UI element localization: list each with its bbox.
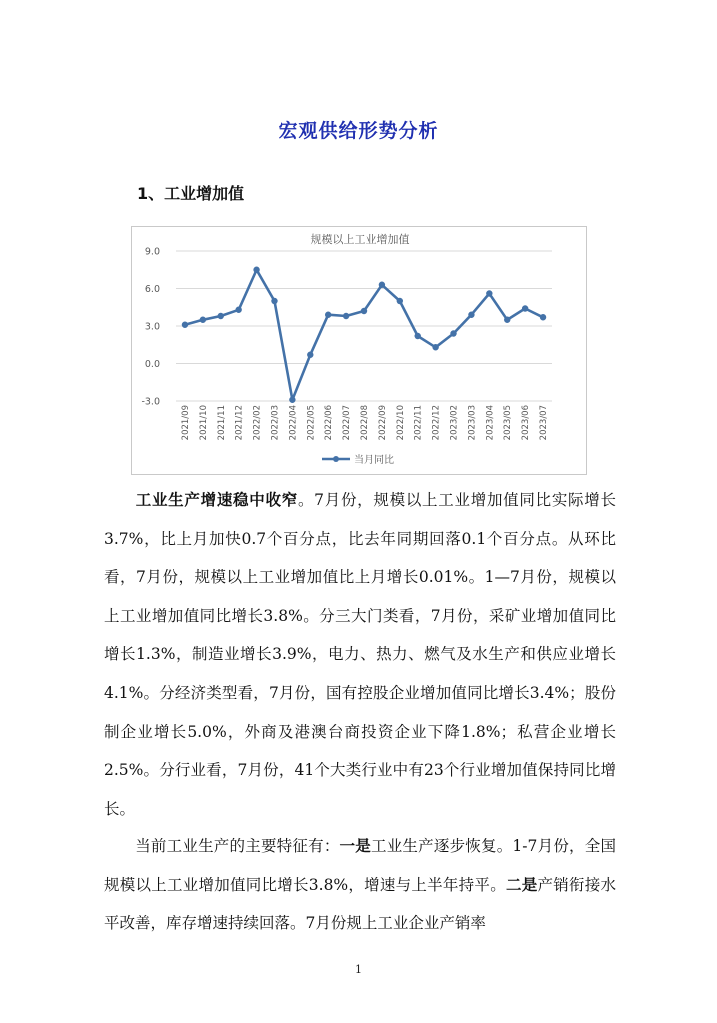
highlight-second: 二是 [505, 875, 538, 894]
data-point [307, 352, 313, 358]
x-tick-label: 2021/09 [180, 405, 191, 441]
paragraph-part-2: 工业生产逐步恢复。1-7月份，全国规模以上工业增加值同比增长3.8%，增速与上半年持平。 [104, 837, 616, 894]
x-tick-label: 2023/06 [521, 405, 532, 441]
page-number: 1 [355, 963, 362, 976]
data-point [325, 312, 331, 318]
data-point [486, 290, 492, 296]
x-tick-label: 2022/09 [377, 405, 388, 441]
data-point [522, 305, 528, 311]
data-point [468, 312, 474, 318]
paragraph-part-3: 产销衔接水平改善，库存增速持续回落。7月份规上工业企业产销率 [104, 875, 616, 933]
data-point [289, 397, 295, 403]
data-point [540, 314, 546, 320]
data-point [271, 298, 277, 304]
paragraph-body: 。7月份，规模以上工业增加值同比实际增长3.7%，比上月加快0.7个百分点，比去年同期回落0.1个百分点。从环比看，7月份，规模以上工业增加值比上月增长0.01%。1—7月份，规模以上工业增加值同比增长3.8%。分三大门类看，7月份，采矿业增加值同比增长1.3%，制造业增长3.9%，电力、热力、燃气及水生产和供应业增长4.1%。分经济类型看，7月份，国有控股企业增加值同比增长3.4%；股份制企业增长5.0%，外商及港澳台商投资企业下降1.8%；私营企业增长2.5%。分行业看，7月份，41个大类行业中有23个行业增加值保持同比增长。 [104, 491, 616, 818]
document-title: 宏观供给形势分析 [278, 120, 439, 142]
y-tick-label: 0.0 [144, 359, 160, 370]
x-tick-label: 2023/04 [485, 405, 496, 441]
x-tick-label: 2023/05 [503, 405, 514, 441]
section-heading: 1、工业增加值 [137, 184, 245, 203]
x-tick-label: 2022/04 [288, 405, 299, 441]
y-tick-label: -3.0 [141, 396, 160, 408]
x-tick-label: 2023/02 [449, 405, 460, 441]
data-point [379, 282, 385, 288]
x-tick-label: 2022/06 [324, 405, 335, 441]
x-tick-label: 2023/03 [467, 405, 478, 441]
paragraph-part-1: 当前工业生产的主要特征有： [135, 837, 340, 855]
line-chart [132, 227, 588, 476]
x-tick-label: 2022/03 [270, 405, 281, 441]
x-tick-label: 2022/05 [306, 405, 317, 441]
y-tick-label: 9.0 [144, 246, 160, 258]
x-tick-label: 2022/08 [360, 405, 370, 441]
data-point [343, 313, 349, 319]
x-tick-label: 2022/12 [431, 405, 442, 441]
data-point [235, 307, 241, 313]
data-point [450, 330, 456, 336]
x-tick-label: 2021/10 [198, 405, 209, 441]
x-tick-label: 2022/07 [342, 405, 353, 441]
data-point [397, 298, 403, 304]
x-tick-label: 2022/10 [395, 405, 406, 441]
series-line [185, 270, 543, 400]
paragraph-lead-bold: 工业生产增速稳中收窄 [135, 491, 298, 509]
x-tick-label: 2023/07 [539, 405, 550, 441]
y-tick-label: 6.0 [144, 284, 160, 295]
x-tick-label: 2021/12 [234, 405, 245, 441]
x-tick-label: 2022/02 [252, 405, 263, 441]
chart-title: 规模以上工业增加值 [310, 233, 410, 246]
x-tick-label: 2021/11 [216, 405, 227, 441]
data-point [182, 322, 188, 328]
highlight-first: 一是 [339, 837, 371, 855]
data-point [361, 308, 367, 314]
y-tick-label: 3.0 [144, 321, 160, 333]
data-point [415, 333, 421, 339]
data-point [504, 317, 510, 323]
data-point [432, 344, 438, 350]
paragraph-main-features [104, 827, 616, 943]
data-point [253, 267, 259, 273]
x-tick-label: 2022/11 [413, 405, 424, 441]
data-point [200, 317, 206, 323]
data-point [218, 313, 224, 319]
legend-marker [333, 456, 339, 462]
paragraph-industrial-output [104, 481, 616, 828]
legend-label: 当月同比 [354, 455, 394, 466]
chart-container [131, 226, 587, 475]
